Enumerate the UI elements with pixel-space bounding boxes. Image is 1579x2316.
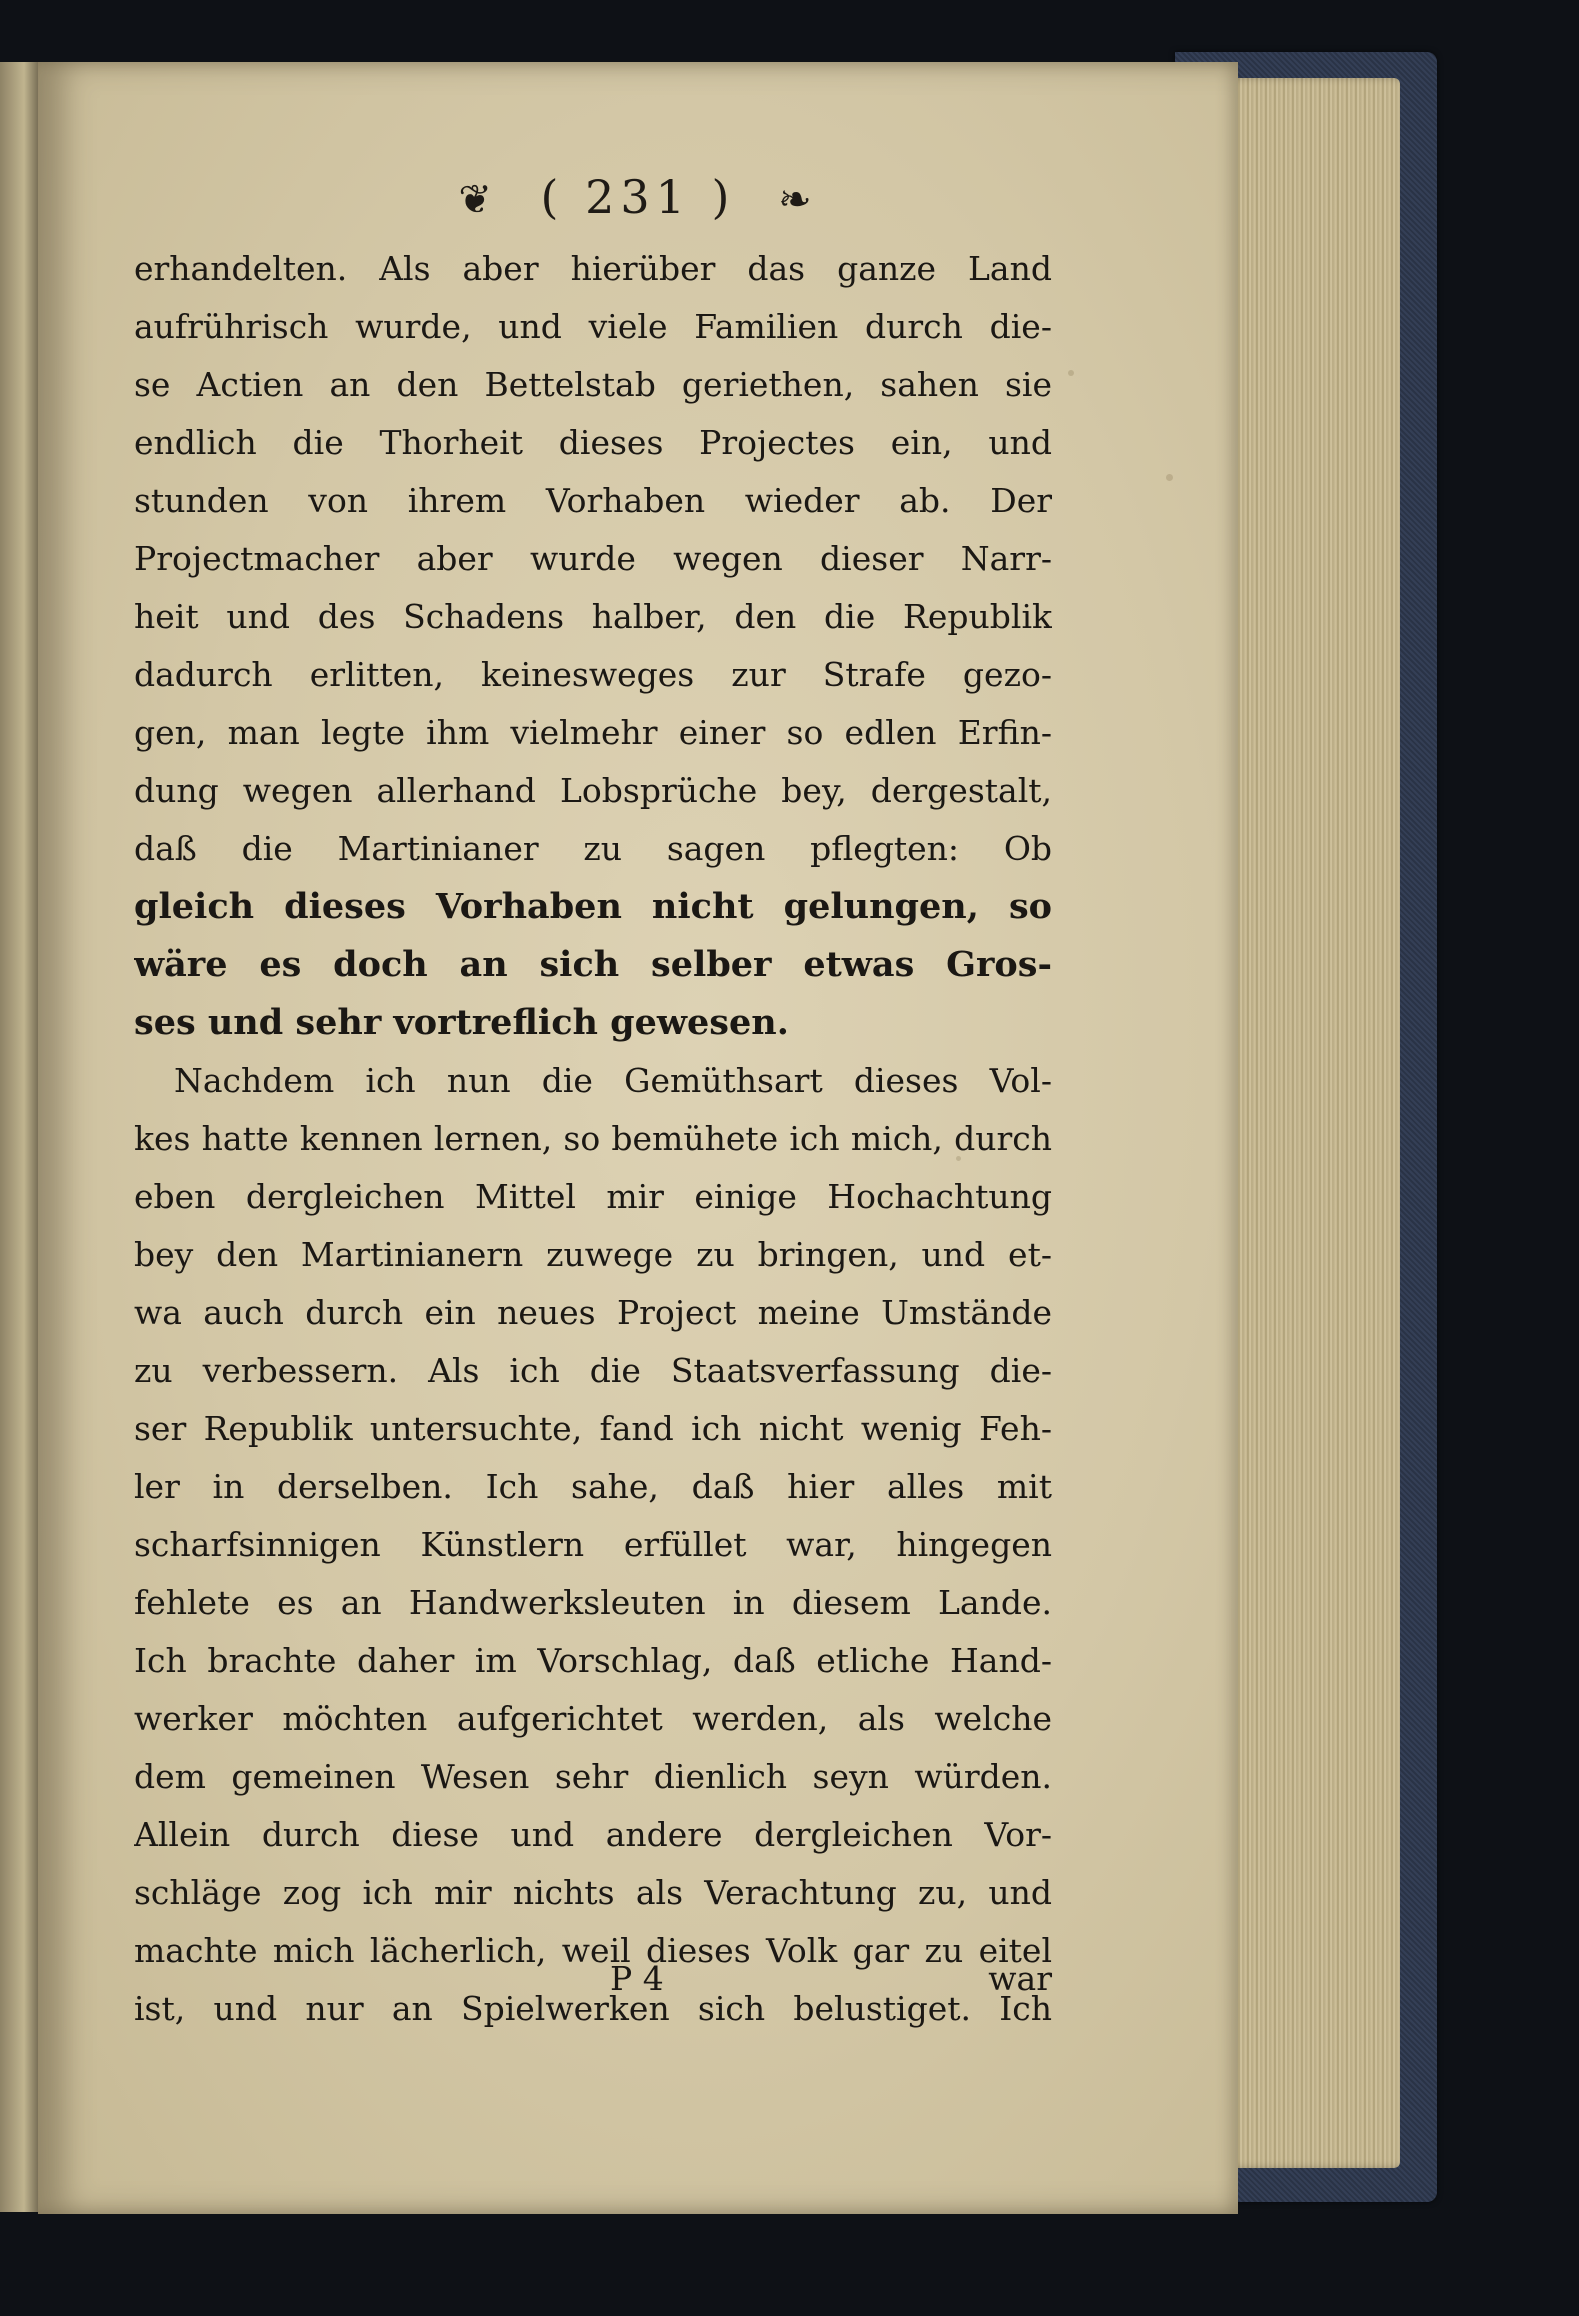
ornament-left-icon: ❦ (458, 177, 498, 223)
text-line: machte mich lächerlich, weil dieses Volk gar zu eitel (134, 1931, 1052, 1970)
paragraph-start-line: Nachdem ich nun die Gemüthsart dieses Vol- (174, 1061, 1052, 1100)
text-line: daß die Martinianer zu sagen pflegten: Ob (134, 829, 1052, 868)
text-line: eben dergleichen Mittel mir einige Hochachtung (134, 1177, 1052, 1216)
text-line: Allein durch diese und andere dergleichen Vor- (134, 1815, 1052, 1854)
text-line: scharfsinnigen Künstlern erfüllet war, hingegen (134, 1525, 1052, 1564)
text-line: werker möchten aufgerichtet werden, als welche (134, 1699, 1052, 1738)
text-line: dem gemeinen Wesen sehr dienlich seyn würden. (134, 1757, 1052, 1796)
text-line: dung wegen allerhand Lobsprüche bey, dergestalt, (134, 771, 1052, 810)
text-line: ist, und nur an Spielwerken sich belustiget. Ich (134, 1989, 1052, 2028)
page-edges (1225, 78, 1400, 2168)
text-line: ser Republik untersuchte, fand ich nicht wenig Feh- (134, 1409, 1052, 1448)
text-line: Projectmacher aber wurde wegen dieser Narr- (134, 539, 1052, 578)
paper-stain (1166, 474, 1173, 481)
text-line: se Actien an den Bettelstab geriethen, sahen sie (134, 365, 1052, 404)
text-line: zu verbessern. Als ich die Staatsverfassung die- (134, 1351, 1052, 1390)
text-line: fehlete es an Handwerksleuten in diesem Lande. (134, 1583, 1052, 1622)
text-line: dadurch erlitten, keinesweges zur Strafe gezo- (134, 655, 1052, 694)
emphasized-line: gleich dieses Vorhaben nicht gelungen, so (134, 886, 1052, 927)
facing-page-edge (0, 62, 40, 2212)
text-line: wa auch durch ein neues Project meine Umstände (134, 1293, 1052, 1332)
paper-stain (1068, 370, 1074, 376)
emphasized-line: ses und sehr vortreflich gewesen. (134, 1002, 789, 1043)
text-line: aufrührisch wurde, und viele Familien durch die- (134, 307, 1052, 346)
page-number: ( 231 ) (540, 170, 736, 224)
emphasized-line: wäre es doch an sich selber etwas Gros- (134, 944, 1052, 985)
signature-mark: P 4 (610, 1959, 664, 1998)
book-page (38, 62, 1238, 2214)
catchword: war (988, 1959, 1052, 1998)
text-line: heit und des Schadens halber, den die Republik (134, 597, 1052, 636)
page-header (38, 170, 1238, 224)
page-footer (134, 1950, 1052, 2008)
text-line: bey den Martinianern zuwege zu bringen, und et- (134, 1235, 1052, 1274)
text-line: gen, man legte ihm vielmehr einer so edlen Erfin- (134, 713, 1052, 752)
text-line: schläge zog ich mir nichts als Verachtung zu, und (134, 1873, 1052, 1912)
text-line: stunden von ihrem Vorhaben wieder ab. Der (134, 481, 1052, 520)
text-line: ler in derselben. Ich sahe, daß hier alles mit (134, 1467, 1052, 1506)
text-line: endlich die Thorheit dieses Projectes ein, und (134, 423, 1052, 462)
text-line: Ich brachte daher im Vorschlag, daß etliche Hand- (134, 1641, 1052, 1680)
text-line: erhandelten. Als aber hierüber das ganze Land (134, 249, 1052, 288)
page-body-text (134, 240, 1052, 2038)
ornament-right-icon: ❧ (778, 177, 818, 223)
text-line: kes hatte kennen lernen, so bemühete ich mich, durch (134, 1119, 1052, 1158)
